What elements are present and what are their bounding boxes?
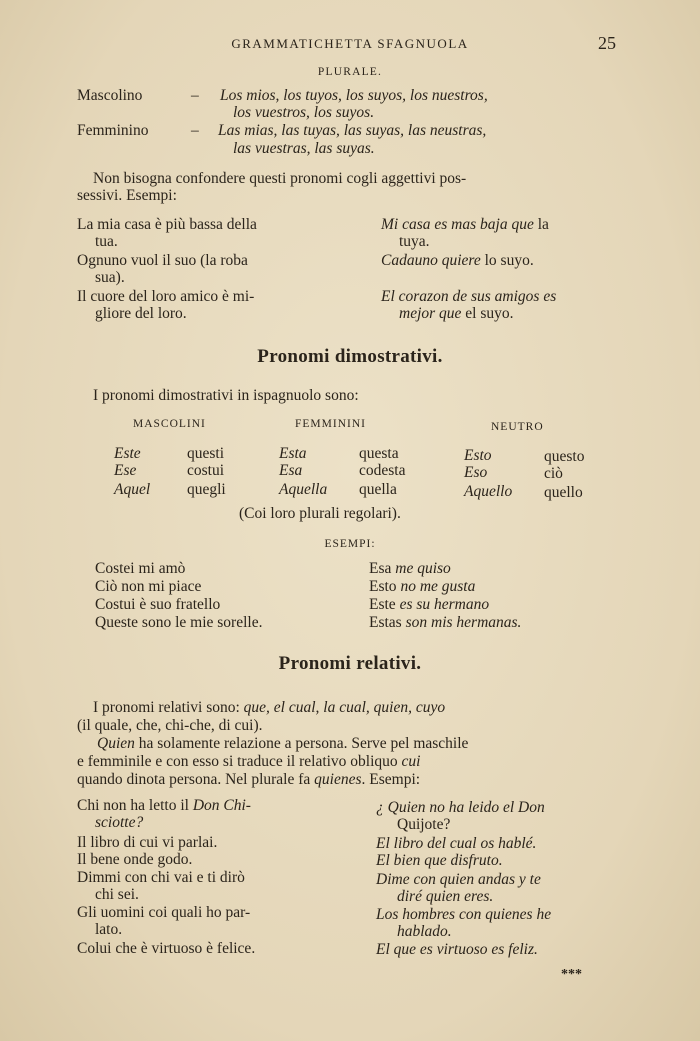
section-heading-relativi: Pronomi relativi.	[278, 653, 422, 674]
dimostrativi-intro: I pronomi dimostrativi in ispagnuolo sono:	[93, 387, 359, 404]
relativi-intro-line2: (il quale, che, chi-che, di cui).	[77, 717, 263, 734]
esempio-it: Queste sono le mie sorelle.	[95, 614, 263, 631]
esempio-es: Esto no me gusta	[369, 578, 476, 595]
relativi-example-it: Gli uomini coi quali ho par-	[77, 904, 251, 921]
note-line2: sessivi. Esempi:	[77, 187, 177, 204]
example-it: Ognuno vuol il suo (la roba	[77, 252, 248, 269]
esempio-it: Costei mi amò	[95, 560, 186, 577]
plurale-femminino-line2: las vuestras, las suyas.	[233, 140, 375, 157]
plurale-dash: –	[191, 122, 199, 139]
example-it: sua).	[95, 269, 125, 286]
pronoun-it: ciò	[544, 465, 563, 482]
example-es: Cadauno quiere lo suyo.	[381, 252, 534, 269]
plural-note: (Coi loro plurali regolari).	[239, 505, 401, 522]
esempio-es: Este es su hermano	[369, 596, 490, 613]
pronoun-es: Esta	[279, 445, 307, 462]
column-header-femminini: FEMMININI	[295, 418, 366, 430]
relativi-example-es: El libro del cual os hablé.	[376, 835, 537, 852]
example-it: La mia casa è più bassa della	[77, 216, 257, 233]
relativi-example-es: Los hombres con quienes he	[376, 906, 552, 923]
pronoun-es: Ese	[114, 462, 137, 479]
pronoun-es: Este	[114, 445, 141, 462]
relativi-example-es: hablado.	[397, 923, 452, 940]
plurale-label-femminino: Femminino	[77, 122, 149, 139]
plurale-femminino-line1: Las mias, las tuyas, las suyas, las neustras,	[218, 122, 487, 139]
pronoun-it: codesta	[359, 462, 406, 479]
pronoun-it: questi	[187, 445, 225, 462]
relativi-example-it: sciotte?	[95, 814, 144, 831]
example-es: tuya.	[399, 233, 430, 250]
note-line1: Non bisogna confondere questi pronomi cogli aggettivi pos-	[93, 170, 467, 187]
example-it: Il cuore del loro amico è mi-	[77, 288, 255, 305]
pronoun-es: Esa	[279, 462, 303, 479]
plurale-mascolino-line2: los vuestros, los suyos.	[233, 104, 375, 121]
relativi-example-it: Colui che è virtuoso è felice.	[77, 940, 256, 957]
plurale-label-mascolino: Mascolino	[77, 87, 143, 104]
relativi-example-es: ¿ Quien no ha leido el Don	[376, 799, 545, 816]
relativi-intro-line4: e femminile e con esso si traduce il relativo obliquo cui	[77, 753, 421, 770]
esempio-es: Estas son mis hermanas.	[369, 614, 522, 631]
relativi-example-es: El que es virtuoso es feliz.	[376, 941, 538, 958]
pronoun-it: questa	[359, 445, 399, 462]
plurale-mascolino-line1: Los mios, los tuyos, los suyos, los nuestros,	[220, 87, 488, 104]
relativi-example-es: El bien que disfruto.	[376, 852, 503, 869]
example-es: Mi casa es mas baja que la	[381, 216, 549, 233]
esempio-it: Ciò non mi piace	[95, 578, 202, 595]
relativi-intro-line1: I pronomi relativi sono: que, el cual, la cual, quien, cuyo	[93, 699, 446, 716]
pronoun-it: quello	[544, 484, 583, 501]
page-number: 25	[598, 33, 616, 53]
plurale-dash: –	[191, 87, 199, 104]
running-title: GRAMMATICHETTA SFAGNUOLA	[231, 36, 469, 51]
esempi-caption: ESEMPI:	[324, 538, 376, 550]
esempio-es: Esa me quiso	[369, 560, 451, 577]
ornament-asterisks: ***	[561, 967, 582, 982]
example-it: gliore del loro.	[95, 305, 187, 322]
relativi-intro-line5: quando dinota persona. Nel plurale fa quienes. Esempi:	[77, 771, 421, 788]
example-it: tua.	[95, 233, 118, 250]
plurale-caption: PLURALE.	[317, 66, 383, 78]
relativi-example-it: Dimmi con chi vai e ti dirò	[77, 869, 245, 886]
relativi-example-it: Il bene onde godo.	[77, 851, 193, 868]
pronoun-it: questo	[544, 448, 585, 465]
relativi-intro-line3: Quien ha solamente relazione a persona. Serve pel maschile	[97, 735, 469, 752]
relativi-example-es: diré quien eres.	[397, 888, 494, 905]
relativi-example-it: chi sei.	[95, 886, 139, 903]
pronoun-es: Esto	[464, 447, 492, 464]
relativi-example-es: Dime con quien andas y te	[376, 871, 541, 888]
pronoun-es: Aquello	[464, 483, 513, 500]
pronoun-es: Eso	[464, 464, 488, 481]
relativi-example-es: Quijote?	[397, 816, 451, 833]
pronoun-it: quella	[359, 481, 397, 498]
example-es: El corazon de sus amigos es	[381, 288, 557, 305]
pronoun-it: quegli	[187, 481, 226, 498]
column-header-mascolini: MASCOLINI	[133, 418, 206, 430]
relativi-example-it: Il libro di cui vi parlai.	[77, 834, 218, 851]
column-header-neutro: NEUTRO	[491, 421, 544, 433]
pronoun-es: Aquel	[114, 481, 151, 498]
example-es: mejor que el suyo.	[399, 305, 514, 322]
esempio-it: Costui è suo fratello	[95, 596, 221, 613]
relativi-example-it: Chi non ha letto il Don Chi-	[77, 797, 251, 814]
section-heading-dimostrativi: Pronomi dimostrativi.	[257, 346, 443, 367]
relativi-example-it: lato.	[95, 921, 123, 938]
pronoun-it: costui	[187, 462, 225, 479]
pronoun-es: Aquella	[279, 481, 328, 498]
